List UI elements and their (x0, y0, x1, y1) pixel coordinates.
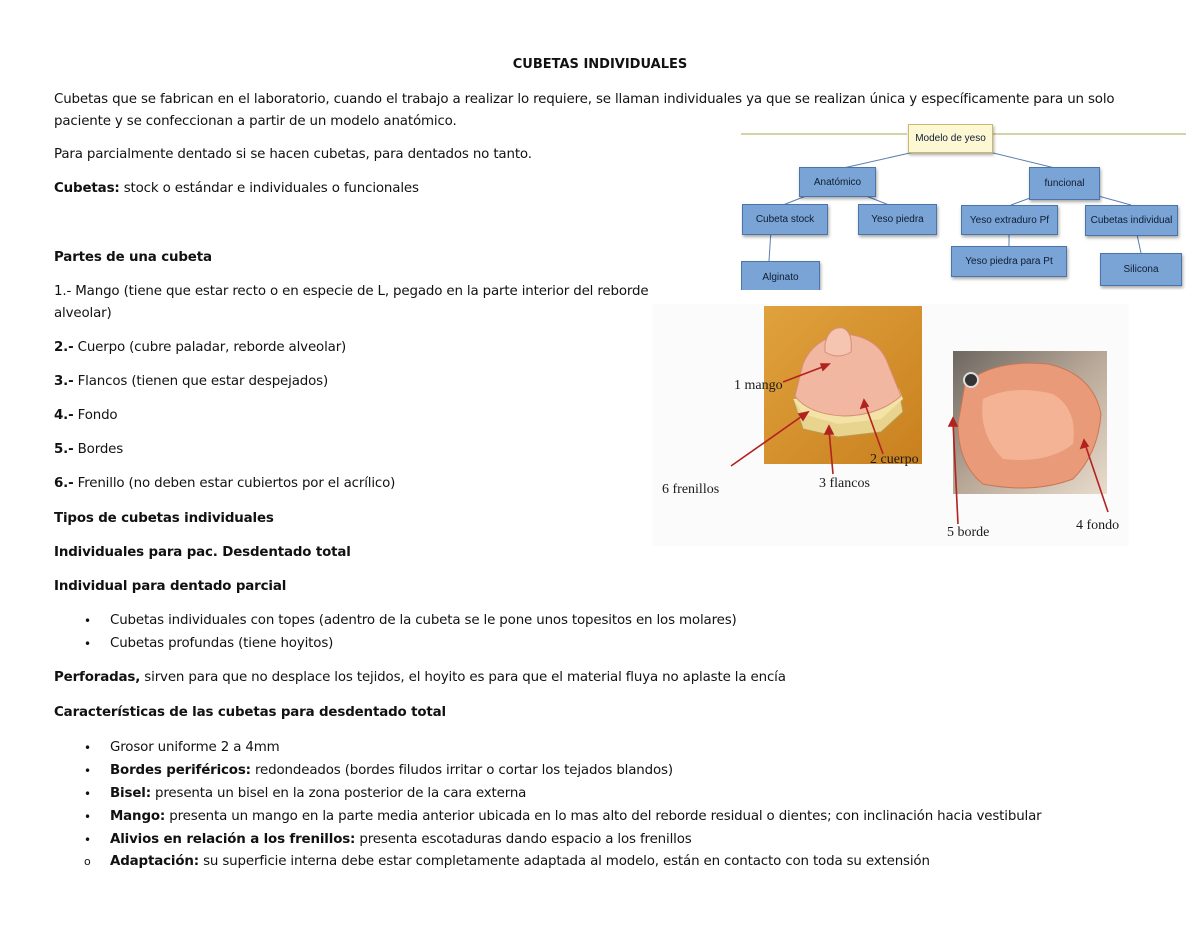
parte-5 (54, 442, 123, 457)
parte-1-line-1 (54, 284, 648, 299)
parte-5-text: Bordes (73, 442, 124, 457)
caracteristica-label: Bisel: (110, 786, 151, 801)
parte-5-number: 5.- (54, 442, 74, 457)
node-cubeta-stock: Cubeta stock (742, 204, 828, 235)
intro-paragraph-line-2: paciente y se confeccionan a partir de un modelo anatómico. (54, 114, 457, 129)
tray-on-model-photo (764, 306, 922, 464)
caracteristica-text: su superficie interna debe estar completamente adaptada al modelo, están en contacto con toda su extensión (198, 854, 930, 869)
tray-in-hand-photo (953, 351, 1107, 494)
bullet-marker: • (84, 614, 92, 628)
cubetas-types-paragraph (54, 181, 419, 196)
parte-6 (54, 476, 395, 491)
parte-4-text: Fondo (73, 408, 118, 423)
parte-6-number: 6.- (54, 476, 74, 491)
perforadas-paragraph (54, 670, 786, 685)
cubeta-parts-photos (653, 304, 1129, 546)
parte-2-text: Cuerpo (cubre paladar, reborde alveolar) (73, 340, 347, 355)
cubetas-label: Cubetas: (54, 181, 120, 196)
label-fondo: 4 fondo (1076, 518, 1120, 533)
parte-1-line-2: alveolar) (54, 306, 112, 321)
node-yeso-extraduro: Yeso extraduro Pf (961, 205, 1058, 235)
caracteristica-item (110, 740, 280, 755)
parte-1-text: Mango (tiene que estar recto o en especie de L, pegado en la parte interior del reborde (71, 284, 649, 299)
tipos-heading: Tipos de cubetas individuales (54, 511, 274, 526)
node-silicona: Silicona (1100, 253, 1182, 286)
caracteristica-item (110, 809, 1042, 824)
caracteristica-label: Bordes periféricos: (110, 763, 251, 778)
cubetas-text: stock o estándar e individuales o funcionales (119, 181, 419, 196)
page-title: CUBETAS INDIVIDUALES (512, 57, 688, 72)
caracteristicas-heading: Características de las cubetas para desdentado total (54, 705, 446, 720)
parte-3-text: Flancos (tienen que estar despejados) (73, 374, 329, 389)
label-borde: 5 borde (947, 525, 990, 540)
parte-1-number: 1.- (54, 284, 72, 299)
modelo-de-yeso-diagram (741, 124, 1186, 290)
caracteristica-label: Adaptación: (110, 854, 199, 869)
parte-2 (54, 340, 346, 355)
caracteristica-text: presenta un mango en la parte media anterior ubicada en lo mas alto del reborde residual o dientes; con inclinación hacia vestibular (165, 809, 1042, 824)
perforadas-text: sirven para que no desplace los tejidos, el hoyito es para que el material fluya no aplaste la encía (140, 670, 786, 685)
node-alginato: Alginato (741, 261, 820, 290)
caracteristica-text: redondeados (bordes filudos irritar o cortar los tejados blandos) (250, 763, 673, 778)
caracteristica-item (110, 832, 692, 847)
bullet-marker: • (84, 764, 92, 778)
label-frenillos: 6 frenillos (662, 482, 720, 497)
desdentado-heading: Individuales para pac. Desdentado total (54, 545, 351, 560)
intro-paragraph-line-1: Cubetas que se fabrican en el laboratorio, cuando el trabajo a realizar lo requiere, se llaman individuales ya que se realizan única y específicamente para un solo (54, 92, 1115, 107)
parte-3 (54, 374, 328, 389)
caracteristica-item (110, 854, 930, 869)
parte-6-text: Frenillo (no deben estar cubiertos por el acrílico) (73, 476, 396, 491)
parte-4-number: 4.- (54, 408, 74, 423)
bullet-marker: • (84, 787, 92, 801)
caracteristica-text: presenta un bisel en la zona posterior de la cara externa (150, 786, 527, 801)
parcial-item-1: Cubetas individuales con topes (adentro de la cubeta se le pone unos topesitos en los molares) (110, 613, 737, 628)
parcial-item-2: Cubetas profundas (tiene hoyitos) (110, 636, 334, 651)
bullet-marker: • (84, 810, 92, 824)
label-cuerpo: 2 cuerpo (870, 452, 919, 467)
partial-dentate-paragraph: Para parcialmente dentado si se hacen cubetas, para dentados no tanto. (54, 147, 532, 162)
node-yeso-piedra-pt: Yeso piedra para Pt (951, 246, 1067, 277)
caracteristica-item (110, 786, 526, 801)
caracteristica-text: presenta escotaduras dando espacio a los frenillos (355, 832, 692, 847)
label-flancos: 3 flancos (819, 476, 870, 491)
parte-2-number: 2.- (54, 340, 74, 355)
caracteristica-item (110, 763, 673, 778)
node-cubetas-individual: Cubetas individual (1085, 205, 1178, 236)
parte-4 (54, 408, 117, 423)
perforadas-label: Perforadas, (54, 670, 141, 685)
caracteristica-text: Grosor uniforme 2 a 4mm (110, 740, 280, 755)
bullet-marker: • (84, 833, 92, 847)
caracteristica-label: Alivios en relación a los frenillos: (110, 832, 356, 847)
bullet-marker: o (84, 855, 91, 868)
node-yeso-piedra: Yeso piedra (858, 204, 937, 235)
cubeta-photo-illustrations (653, 304, 1129, 546)
node-modelo-de-yeso: Modelo de yeso (908, 124, 993, 153)
bullet-marker: • (84, 741, 92, 755)
label-mango: 1 mango (734, 378, 783, 393)
node-funcional: funcional (1029, 167, 1100, 200)
parcial-heading: Individual para dentado parcial (54, 579, 287, 594)
bullet-marker: • (84, 637, 92, 651)
partes-heading: Partes de una cubeta (54, 250, 212, 265)
node-anatomico: Anatómico (799, 167, 876, 197)
parte-3-number: 3.- (54, 374, 74, 389)
caracteristica-label: Mango: (110, 809, 166, 824)
